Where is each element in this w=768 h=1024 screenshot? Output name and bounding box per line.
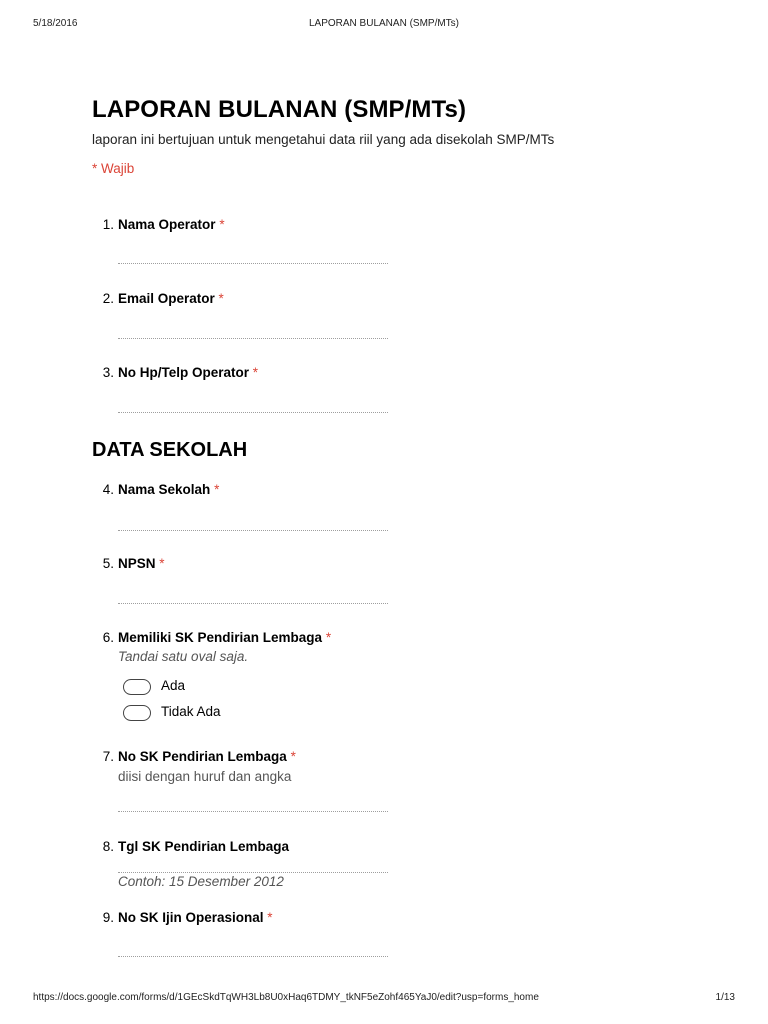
question-8-label: Tgl SK Pendirian Lembaga (118, 839, 290, 854)
question-7-number: 7. (102, 749, 114, 764)
question-7-answer-line[interactable] (118, 811, 388, 812)
question-8-answer-line[interactable] (118, 872, 388, 873)
question-3-answer-line[interactable] (118, 412, 388, 413)
question-4-label: Nama Sekolah * (118, 482, 220, 497)
form-description: laporan ini bertujuan untuk mengetahui data riil yang ada disekolah SMP/MTs (92, 132, 555, 147)
required-star: * (290, 749, 296, 764)
question-4-number: 4. (102, 482, 114, 497)
required-star: * (219, 217, 225, 232)
print-title: LAPORAN BULANAN (SMP/MTs) (308, 18, 460, 29)
form-title: LAPORAN BULANAN (SMP/MTs) (92, 96, 467, 123)
question-6-number: 6. (102, 630, 114, 645)
question-9-label: No SK Ijin Operasional * (118, 910, 273, 925)
question-3-number: 3. (102, 365, 114, 380)
question-5-label: NPSN * (118, 556, 165, 571)
page-number: 1/13 (715, 992, 735, 1003)
required-star: * (325, 630, 332, 645)
print-footer (33, 992, 735, 1006)
question-6-label: Memiliki SK Pendirian Lembaga * (118, 630, 332, 645)
radio-option-label: Ada (161, 678, 186, 693)
print-header (33, 18, 735, 32)
question-2-number: 2. (102, 291, 114, 306)
required-star: * (252, 365, 259, 380)
required-star: * (267, 910, 273, 925)
radio-option-label: Tidak Ada (161, 704, 221, 719)
question-6-help: Tandai satu oval saja. (118, 649, 249, 664)
print-url: https://docs.google.com/forms/d/1GEcSkdTqWH3Lb8U0xHaq6TDMY_tkNF5eZohf465YaJ0/edit?usp=forms_home (33, 992, 539, 1003)
question-9-number: 9. (102, 910, 114, 925)
radio-option-tidak-ada[interactable] (123, 705, 151, 721)
question-5-answer-line[interactable] (118, 603, 388, 604)
required-star: * (218, 291, 224, 306)
question-3-label: No Hp/Telp Operator * (118, 365, 259, 380)
question-1-answer-line[interactable] (118, 263, 388, 264)
question-8-number: 8. (102, 839, 114, 854)
question-5-number: 5. (102, 556, 114, 571)
question-9-answer-line[interactable] (118, 956, 388, 957)
question-1-number: 1. (102, 217, 114, 232)
print-date: 5/18/2016 (33, 18, 78, 29)
required-star: * (214, 482, 220, 497)
question-2-answer-line[interactable] (118, 338, 388, 339)
question-7-label: No SK Pendirian Lembaga * (118, 749, 296, 764)
question-7-help: diisi dengan huruf dan angka (118, 769, 292, 784)
question-8-help: Contoh: 15 Desember 2012 (118, 874, 284, 889)
question-2-label: Email Operator * (118, 291, 224, 306)
question-1-label: Nama Operator * (118, 217, 225, 232)
question-4-answer-line[interactable] (118, 530, 388, 531)
required-star: * (159, 556, 165, 571)
section-title: DATA SEKOLAH (92, 439, 248, 461)
required-note: * Wajib (92, 161, 135, 176)
radio-option-ada[interactable] (123, 679, 151, 695)
